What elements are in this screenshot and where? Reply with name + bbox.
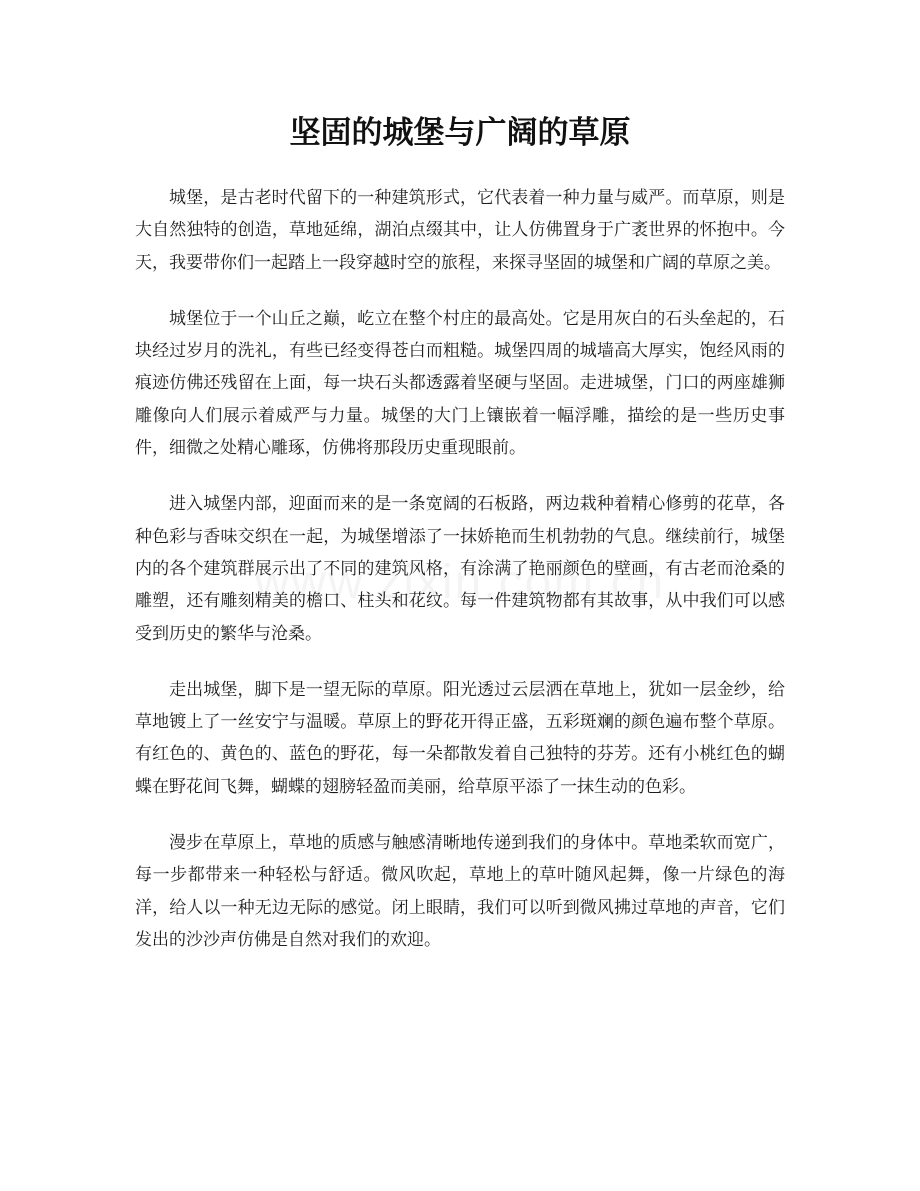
paragraph: 进入城堡内部，迎面而来的是一条宽阔的石板路，两边栽种着精心修剪的花草，各种色彩与香味交织在一起，为城堡增添了一抹娇艳而生机勃勃的气息。继续前行，城堡内的各个建筑群展示出了不同的建筑风格，有涂满了艳丽颜色的壁画，有古老而沧桑的雕塑，还有雕刻精美的檐口、柱头和花纹。每一件建筑物都有其故事，从中我们可以感受到历史的繁华与沧桑。 [135,494,785,644]
paragraph: 城堡位于一个山丘之巅，屹立在整个村庄的最高处。它是用灰白的石头垒起的，石块经过岁月的洗礼，有些已经变得苍白而粗糙。城堡四周的城墙高大厚实，饱经风雨的痕迹仿佛还残留在上面，每一块石头都透露着坚硬与坚固。走进城堡，门口的两座雄狮雕像向人们展示着威严与力量。城堡的大门上镶嵌着一幅浮雕，描绘的是一些历史事件，细微之处精心雕琢，仿佛将那段历史重现眼前。 [135,308,785,459]
paragraph: 走出城堡，脚下是一望无际的草原。阳光透过云层洒在草地上，犹如一层金纱，给草地镀上了一丝安宁与温暖。草原上的野花开得正盛，五彩斑斓的颜色遍布整个草原。有红色的、黄色的、蓝色的野花，每一朵都散发着自己独特的芬芳。还有小桃红色的蝴蝶在野花间飞舞，蝴蝶的翅膀轻盈而美丽，给草原平添了一抹生动的色彩。 [135,679,785,797]
paragraph: 漫步在草原上，草地的质感与触感清晰地传递到我们的身体中。草地柔软而宽广，每一步都带来一种轻松与舒适。微风吹起，草地上的草叶随风起舞，像一片绿色的海洋，给人以一种无边无际的感觉。闭上眼睛，我们可以听到微风拂过草地的声音，它们发出的沙沙声仿佛是自然对我们的欢迎。 [135,833,785,950]
paragraph: 城堡，是古老时代留下的一种建筑形式，它代表着一种力量与威严。而草原，则是大自然独特的创造，草地延绵，湖泊点缀其中，让人仿佛置身于广袤世界的怀抱中。今天，我要带你们一起踏上一段穿越时空的旅程，来探寻坚固的城堡和广阔的草原之美。 [135,188,785,273]
page-title: 坚固的城堡与广阔的草原 [289,115,631,151]
article-body [135,182,785,980]
